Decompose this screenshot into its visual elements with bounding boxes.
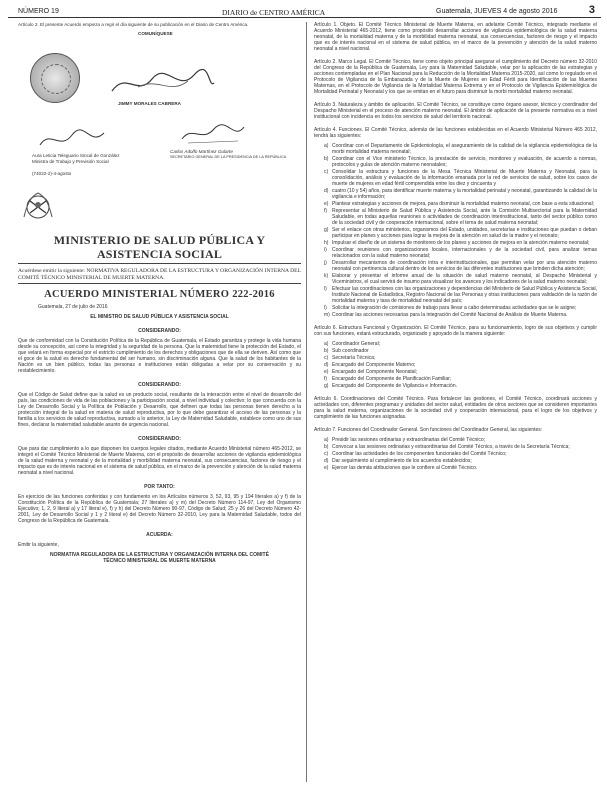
list-item (324, 362, 597, 368)
list-item (324, 143, 597, 155)
president-name: JIMMY MORALES CABRERA (118, 101, 181, 107)
newspaper-page (8, 4, 601, 786)
article-7-list (324, 437, 597, 471)
right-column (314, 22, 597, 782)
normativa-title: NORMATIVA REGULADORA DE LA ESTRUCTURA Y ORGANIZACIÓN INTERNA DEL COMITÉ TÉCNICO MINISTERIAL DE MUERTE MATERNA (50, 552, 269, 565)
list-marker: i) (324, 247, 327, 253)
list-marker: d) (324, 188, 329, 194)
list-text: Ser el enlace con otras ministerios, organismos del Estado, unidades, secretarías e instituciones que puedan o deban participar en planes y acciones para lograr la mejora de la atención en salud de la madre y el neonato; (332, 227, 597, 239)
list-item (324, 355, 597, 361)
list-marker: e) (324, 201, 329, 207)
list-item (324, 273, 597, 285)
article-6b: Artículo 6. Coordinaciones del Comité Técnico. Para fortalecer las gestiones, el Comité Técnico, coordinará acciones y actividades con, diferentes programas y unidades del sector salud, entidades de otros sectores que se consideren importantes para la salud materna, organizaciones de la sociedad civil y cooperación internacional, para el logro de los objetivos y cumplimiento de las funciones asignadas. (314, 396, 597, 420)
list-marker: a) (324, 341, 329, 347)
list-marker: g) (324, 383, 329, 389)
list-marker: h) (324, 240, 329, 246)
list-item (324, 247, 597, 259)
acuerdo-title: ACUERDO MINISTERIAL NÚMERO 222-2016 (44, 289, 275, 301)
list-text: Encargado del Componente Neonatal; (332, 369, 418, 375)
page-header (8, 4, 601, 18)
list-item (324, 156, 597, 168)
place-date: Guatemala, 27 de julio de 2016 (38, 304, 108, 311)
considerando-heading-3: CONSIDERANDO: (138, 436, 181, 443)
minister-name: Aura Leticia Teleguario Sincal de González (32, 153, 120, 159)
list-item (324, 305, 597, 311)
article-3: Artículo 3. Naturaleza y ámbito de aplicación. El Comité Técnico, se constituye como órgano asesor, técnico y coordinador del Despacho Ministerial en el proceso de atención materno neonatal. El ámbito de aplicación de la presente normativa es a nivel institucional con incidencia en todos los servicios de salud del territorio nacional. (314, 102, 597, 120)
list-text: Coordinar reuniones con organizaciones locales, internacionales y de la sociedad civil, para analizar temas relacionados con la salud materno neonatal; (332, 247, 597, 259)
list-text: Convocar a las sesiones ordinarias y extraordinarias del Comité Técnico, a través de la Secretaría Técnica; (332, 444, 570, 450)
list-text: Dar seguimiento al cumplimiento de los acuerdos establecidos; (332, 458, 472, 464)
list-marker: f) (324, 376, 328, 382)
article-1: Artículo 1. Objeto. El Comité Técnico Ministerial de Muerte Materna, en adelante Comité Técnico, integrado mediante el Acuerdo Ministerial 465-2012, tiene como propósito desarrollar acciones de vigilancia epidemiológica de la salud materna neonatal, de la mortalidad materna y de la morbilidad materna neonatal, sus consecuencias, factores de riesgo y el impacto que es de interés nacional en el sistema de salud pública, en el marco de la prevención y atención de la salud materno neonatal a nivel nacional. (314, 22, 597, 52)
list-marker: e) (324, 369, 329, 375)
list-text: Encargado del Componente Materno; (332, 362, 416, 368)
issuer: EL MINISTRO DE SALUD PÚBLICA Y ASISTENCIA SOCIAL (90, 314, 229, 321)
portanto-text: En ejercicio de las funciones conferidas y con fundamento en los Artículos números 3, 52, 93, 95 y 194 literales a) y f) de la Constitución Política de la República de Guatemala; 27 literales a) y m) del Decreto Número 114-97, Ley del Organismo Ejecutivo; 1, 2, 9 literal a) y 17 literal e), f) y h) del Decreto Número 90-97, Código de Salud; 25 y 26 del Decreto Número 42-2001, Ley de Desarrollo Social y 1 y 2 literal e) del Decreto Número 32-2010, Ley para la Maternidad Saludable, todos del Congreso de la República de Guatemala. (18, 494, 301, 525)
list-marker: j) (324, 260, 327, 266)
guatemala-coat-of-arms-icon (18, 187, 58, 227)
list-marker: b) (324, 156, 329, 162)
emitir-text: Emitir la siguiente, (18, 542, 59, 549)
list-marker: g) (324, 227, 329, 233)
considerando-heading-1: CONSIDERANDO: (138, 328, 181, 335)
issue-number: NÚMERO 19 (18, 8, 59, 15)
list-text: Coordinar con el Departamento de Epidemiología, el aseguramiento de la calidad de la vigilancia epidemiológica de la morbi mortalidad materna neonatal; (332, 143, 597, 155)
list-item (324, 437, 597, 443)
article-7-intro: Artículo 7. Funciones del Coordinador General. Son funciones del Coordinador General, las siguientes: (314, 427, 543, 433)
list-marker: e) (324, 465, 329, 471)
considerando-3: Que para dar cumplimiento a lo que disponen los cuerpos legales citados, mediante Acuerdo Ministerial número 465-2012, se integró el Comité Técnico Ministerial de Muerte Materna, con el propósito de desarrollar acciones de vigilancia epidemiológica de la salud materna y neonatal y de la mortalidad y morbilidad materna neonatal, sus consecuencias, factores de riesgo y el impacto que es de interés nacional en el sistema de salud pública, en el marco de la prevención y atención de la salud materna neonatal a nivel nacional. (18, 446, 301, 477)
list-text: Representar al Ministerio de Salud Pública y Asistencia Social, ante la Comisión Multisectorial para la Maternidad Saludable, en todas aquellas reuniones o actividades de coordinación interinstitucional, tanto del sector público como de la sociedad civil y de cooperación internacional, sobre el tema de salud materna neonatal; (332, 208, 597, 226)
list-item (324, 458, 597, 464)
summary-rule (18, 283, 301, 284)
article-4-list (324, 143, 597, 318)
left-column (18, 22, 301, 782)
list-marker: c) (324, 169, 329, 175)
list-marker: c) (324, 355, 329, 361)
list-item (324, 169, 597, 187)
considerando-1: Que de conformidad con la Constitución Política de la República de Guatemala, el Estado garantiza y protege la vida humana desde su concepción, así como la integridad y la seguridad de la persona. Que la maternidad tiene la protección del Estado, el que velará en forma especial por el estricto cumplimiento de los derechos y obligaciones que de ella se deriven. Así como que el goce de la salud es derecho fundamental del ser humano, sin discriminación alguna. Que la salud de los habitantes de la Nación es un bien público, todas las personas e instituciones están obligadas a velar por su conservación y su restablecimiento. (18, 338, 301, 375)
list-item (324, 348, 597, 354)
signature-block (18, 29, 301, 179)
list-marker: a) (324, 437, 329, 443)
reference-code: (74022-2)-4-agosto (32, 171, 72, 177)
list-marker: c) (324, 451, 329, 457)
list-item (324, 201, 597, 207)
issue-date: Guatemala, JUEVES 4 de agosto 2016 (436, 8, 558, 15)
column-divider (306, 22, 307, 782)
list-text: Solicitar la integración de comisiones de trabajo para llevar a cabo determinadas actividades que se le asigne; (332, 305, 577, 311)
list-text: Impulsar el diseño de un sistema de monitoreo de los planes y acciones de mejora en la atención materno neonatal; (332, 240, 590, 246)
list-text: Coordinador General; (332, 341, 381, 347)
list-text: Coordinar las actividades de los componentes funcionales del Comité Técnico; (332, 451, 507, 457)
considerando-heading-2: CONSIDERANDO: (138, 382, 181, 389)
list-marker: d) (324, 362, 329, 368)
list-text: Coordinar las acciones necesarias para la integración del Comité Nacional de Análisis de Muerte Materna. (332, 312, 568, 318)
acuerda-heading: ACUERDA: (146, 532, 173, 539)
list-marker: b) (324, 348, 329, 354)
list-item (324, 451, 597, 457)
list-item (324, 240, 597, 246)
article-4-intro: Artículo 4. Funciones. El Comité Técnico, además de las funciones establecidas en el Acuerdo Ministerial Número 465 2012, tendrá las siguientes: (314, 127, 597, 139)
article-2: Artículo 2. Marco Legal. El Comité Técnico, tiene como objeto principal asegurar el cumplimiento del Decreto número 32-2010 del Congreso de la República de Guatemala, Ley para la Maternidad Saludable, velar por la aplicación de las estrategias y acciones contempladas en el Plan Nacional para la Reducción de la Mortalidad Materna 2015-2020, así como lo regulado en el Protocolo de Vigilancia de la Embarazada y de la Muerte de Mujeres en Edad Fértil para Identificación de las Muertes Maternas, en el Protocolo de Vigilancia de la Mortalidad Materna Extrema y en el Protocolo de Vigilancia Epidemiológica de Mortalidad Perinatal y Neonatal y los que se emitan en el futuro para disminuir la morbi mortalidad materno neonatal. (314, 59, 597, 95)
list-text: Desarrollar mecanismos de coordinación intra e interinstitucionales, que permitan velar por una atención materno neonatal con pertinencia cultural dentro de los servicios de las diferentes instituciones que brinden dicha atención; (332, 260, 597, 272)
list-marker: f) (324, 208, 328, 214)
list-text: Ejercer las demás atribuciones que le confiere al Comité Técnico. (332, 465, 478, 471)
list-text: Consolidar la estructura y funciones de la Mesa Técnica Ministerial de Muerte Materna y Neonatal, para la consolidación, análisis y evaluación de la información emanada por la red de servicios de salud, sobre los casos de muerte de mujeres en edad fértil comprendida entre los diez y cincuenta y (332, 169, 597, 187)
heading-rule (18, 263, 301, 264)
portanto-heading: POR TANTO: (144, 484, 175, 491)
secretary-signature-icon (178, 121, 248, 147)
list-item (324, 188, 597, 200)
list-item (324, 383, 597, 389)
list-text: Elaborar y presentar el informe anual de la situación de salud materno neonatal, al Despacho Ministerial y Viceministros, el cual servirá de insumo para visualizar los avances y los indicadores de la salud materno neonatal; (332, 273, 597, 285)
list-text: Presidir las sesiones ordinarias y extraordinarias del Comité Técnico; (332, 437, 486, 443)
list-item (324, 286, 597, 304)
list-marker: a) (324, 143, 329, 149)
list-item (324, 260, 597, 272)
list-marker: b) (324, 444, 329, 450)
list-item (324, 465, 597, 471)
page-number: 3 (588, 4, 595, 16)
list-item (324, 369, 597, 375)
list-text: Plantear estrategias y acciones de mejora, para disminuir la mortalidad materno neonatal, con base a esta situacional; (332, 201, 595, 207)
minister-signature-icon (38, 125, 108, 153)
previous-article-2: Artículo 2. El presente Acuerdo empieza a regir el día siguiente de su publicación en el Diario de Centro América. (18, 22, 249, 27)
minister-title: Ministra de Trabajo y Previsión Social (32, 159, 109, 165)
list-text: Sub coordinador (332, 348, 369, 354)
list-text: Encargado del Componente de Planificación Familiar; (332, 376, 452, 382)
article-6-list (324, 341, 597, 389)
official-seal-icon (30, 53, 80, 103)
list-marker: l) (324, 286, 327, 292)
list-marker: m) (324, 312, 330, 318)
secretary-name: Carlos Adolfo Martínez Gularte (170, 149, 233, 155)
list-item (324, 312, 597, 318)
list-marker: l) (324, 305, 327, 311)
list-marker: k) (324, 273, 329, 279)
list-item (324, 208, 597, 226)
president-signature-icon (108, 69, 218, 99)
comuniquese-label: COMUNÍQUESE (138, 31, 173, 37)
article-6-intro: Artículo 6. Estructura Funcional y Organización. El Comité Técnico, para su funcionamiento, logro de sus objetivos y cumplir con sus funciones, estará estructurado, organizado y apoyado de la manera siguiente: (314, 325, 597, 337)
list-item (324, 376, 597, 382)
ministry-heading: MINISTERIO DE SALUD PÚBLICA Y ASISTENCIA SOCIAL (53, 233, 266, 262)
secretary-title: SECRETARIO GENERAL DE LA PRESIDENCIA DE LA REPÚBLICA (170, 155, 287, 160)
list-marker: d) (324, 458, 329, 464)
newspaper-name: DIARIO de CENTRO AMÉRICA (222, 8, 326, 17)
list-item (324, 341, 597, 347)
list-text: Efectuar las coordinaciones con las organizaciones y dependencias del Ministerio de Salud Pública y Asistencia Social, Instituto Nacional de Estadística, Registro Nacional de las Personas y otras instituciones para validación de la razón de mortalidad materna y tasa de mortalidad neonatal del país; (332, 286, 597, 304)
acuerdo-summary: Acuérdese emitir la siguiente: NORMATIVA REGULADORA DE LA ESTRUCTURA Y ORGANIZACIÓN INTERNA DEL COMITÉ TÉCNICO MINISTERIAL DE MUERTE MATERNA. (18, 268, 301, 281)
considerando-2: Que el Código de Salud define que la salud es un producto social, resultante de la interacción entre el nivel de desarrollo del país, las condiciones de vida de las poblaciones y la participación social, a nivel individual y colectivo; lo que concuerda con la Ley de Desarrollo Social y la Política de Población y Desarrollo, que definen que todas las personas tienen derecho a la protección integral de la salud en materia de salud reproductiva, por lo que debe garantizar el acceso de las personas y la familia a los servicios de salud reproductiva, sumado a lo anterior, la Ley de Maternidad Saludable, establece como uno de sus fines, declarar la maternidad saludable asunto de urgencia nacional. (18, 392, 301, 429)
list-text: Encargado del Componente de Vigilancia e Información. (332, 383, 457, 389)
list-text: cuatro (10 y 54) años, para identificar muerte materna y la mortalidad perinatal y neonatal, garantizando la calidad de la vigilancia e información; (332, 188, 597, 200)
list-item (324, 227, 597, 239)
list-text: Coordinar con el Vice ministerio Técnico, la prestación de servicio, monitoreo y evaluación, de acuerdo a normas, protocolos y guías de atención materno neonatales; (332, 156, 597, 168)
list-text: Secretaría Técnica; (332, 355, 376, 361)
list-item (324, 444, 597, 450)
